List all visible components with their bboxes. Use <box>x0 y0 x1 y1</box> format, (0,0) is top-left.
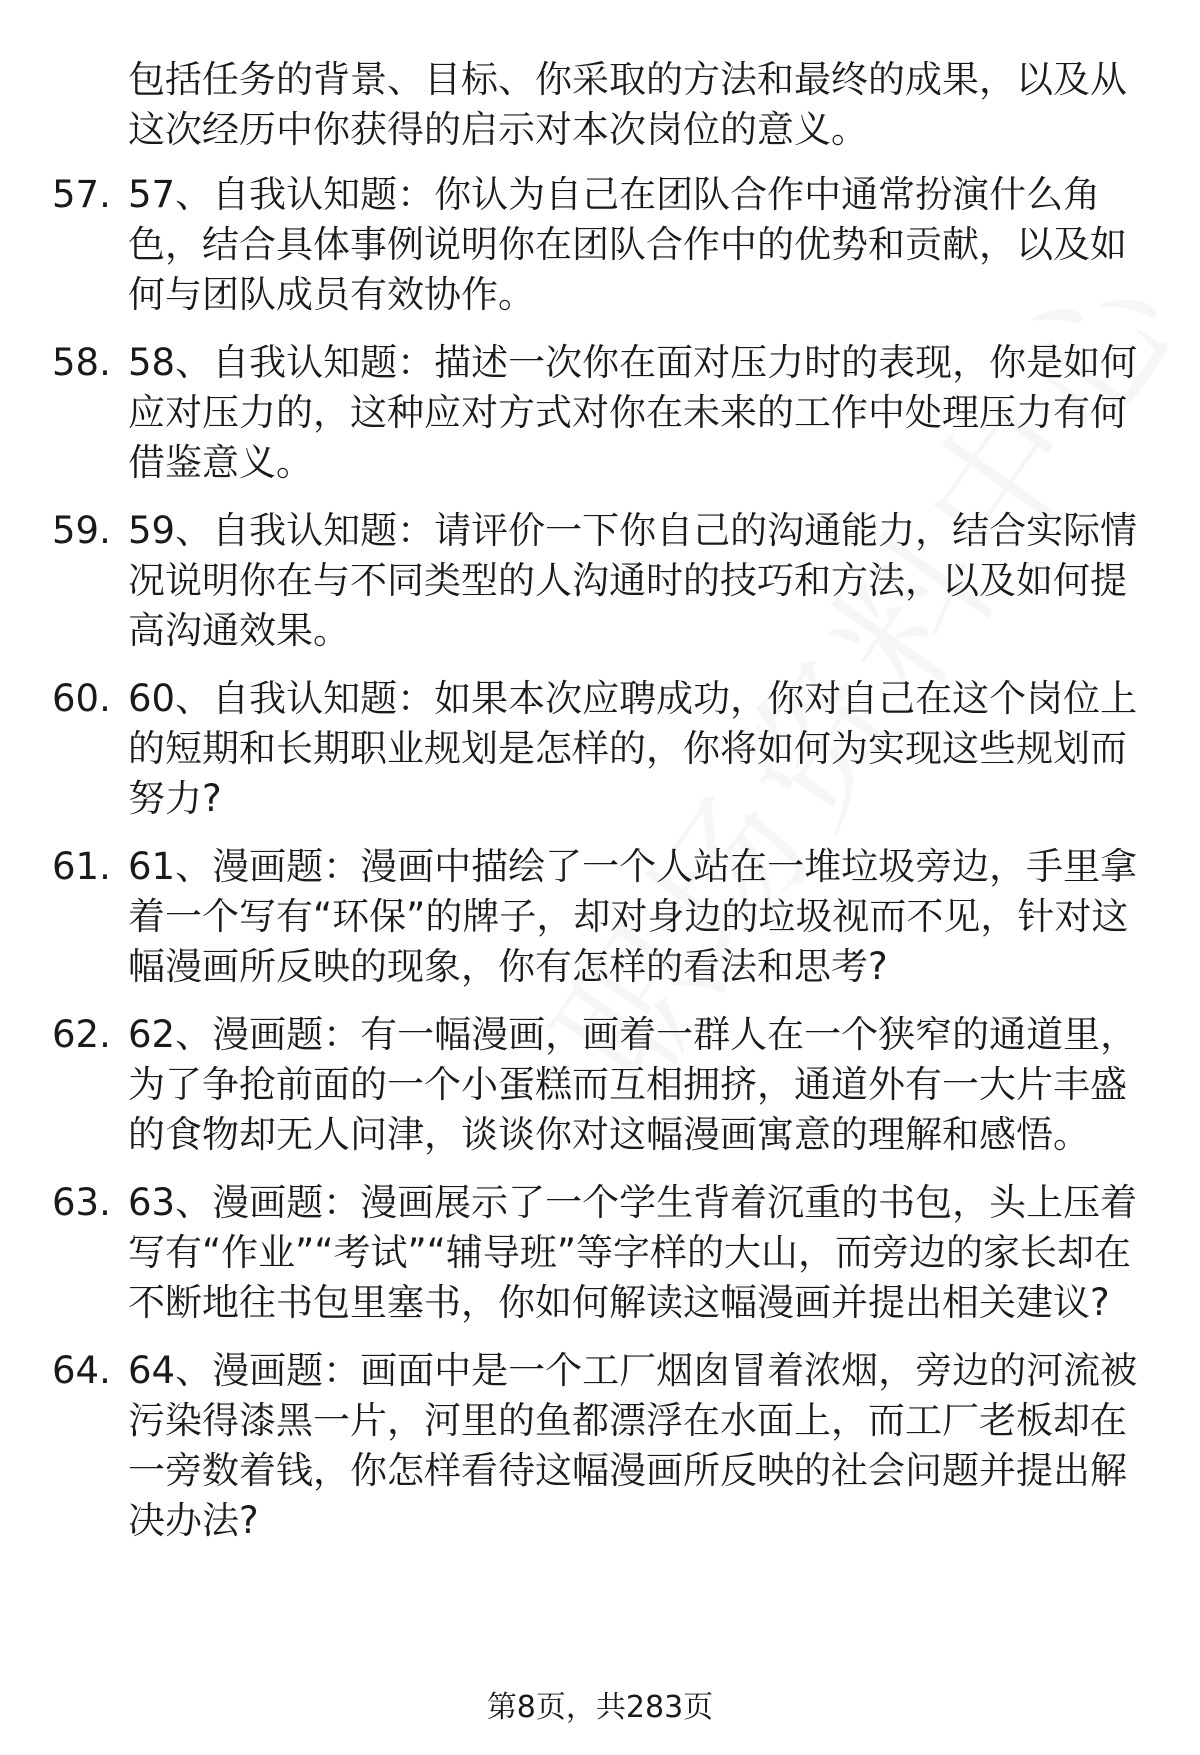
list-item <box>52 170 1142 320</box>
continuation-paragraph: 包括任务的背景、目标、你采取的方法和最终的成果，以及从这次经历中你获得的启示对本次岗位的意义。 <box>128 58 1127 151</box>
item-text: 63、漫画题：漫画展示了一个学生背着沉重的书包，头上压着写有“作业”“考试”“辅导班”等字样的大山，而旁边的家长却在不断地往书包里塞书，你如何解读这幅漫画并提出相关建议? <box>128 1181 1138 1324</box>
item-number: 60. <box>52 677 111 720</box>
list-item <box>52 674 1142 824</box>
item-number: 64. <box>52 1349 111 1392</box>
page-footer: 第8页，共283页 <box>486 1690 714 1725</box>
list-item <box>52 1346 1142 1546</box>
item-text: 62、漫画题：有一幅漫画，画着一群人在一个狭窄的通道里，为了争抢前面的一个小蛋糕而互相拥挤，通道外有一大片丰盛的食物却无人问津，谈谈你对这幅漫画寓意的理解和感悟。 <box>128 1013 1138 1156</box>
item-number: 57. <box>52 173 111 216</box>
item-text: 60、自我认知题：如果本次应聘成功，你对自己在这个岗位上的短期和长期职业规划是怎样的，你将如何为实现这些规划而努力? <box>128 677 1138 820</box>
item-number: 62. <box>52 1013 111 1056</box>
item-number: 59. <box>52 509 111 552</box>
list-item <box>52 506 1142 656</box>
item-text: 59、自我认知题：请评价一下你自己的沟通能力，结合实际情况说明你在与不同类型的人沟通时的技巧和方法，以及如何提高沟通效果。 <box>128 509 1138 652</box>
list-item <box>52 842 1142 992</box>
item-text: 57、自我认知题：你认为自己在团队合作中通常扮演什么角色，结合具体事例说明你在团队合作中的优势和贡献，以及如何与团队成员有效协作。 <box>128 173 1127 316</box>
item-text: 58、自我认知题：描述一次你在面对压力时的表现，你是如何应对压力的，这种应对方式对你在未来的工作中处理压力有何借鉴意义。 <box>128 341 1138 484</box>
list-item <box>52 1010 1142 1160</box>
item-number: 61. <box>52 845 111 888</box>
item-text: 64、漫画题：画面中是一个工厂烟囱冒着浓烟，旁边的河流被污染得漆黑一片，河里的鱼都漂浮在水面上，而工厂老板却在一旁数着钱，你怎样看待这幅漫画所反映的社会问题并提出解决办法? <box>128 1349 1138 1542</box>
item-text: 61、漫画题：漫画中描绘了一个人站在一堆垃圾旁边，手里拿着一个写有“环保”的牌子，却对身边的垃圾视而不见，针对这幅漫画所反映的现象，你有怎样的看法和思考? <box>128 845 1138 988</box>
item-number: 58. <box>52 341 111 384</box>
list-item <box>52 1178 1142 1328</box>
item-number: 63. <box>52 1181 111 1224</box>
list-item <box>52 338 1142 488</box>
